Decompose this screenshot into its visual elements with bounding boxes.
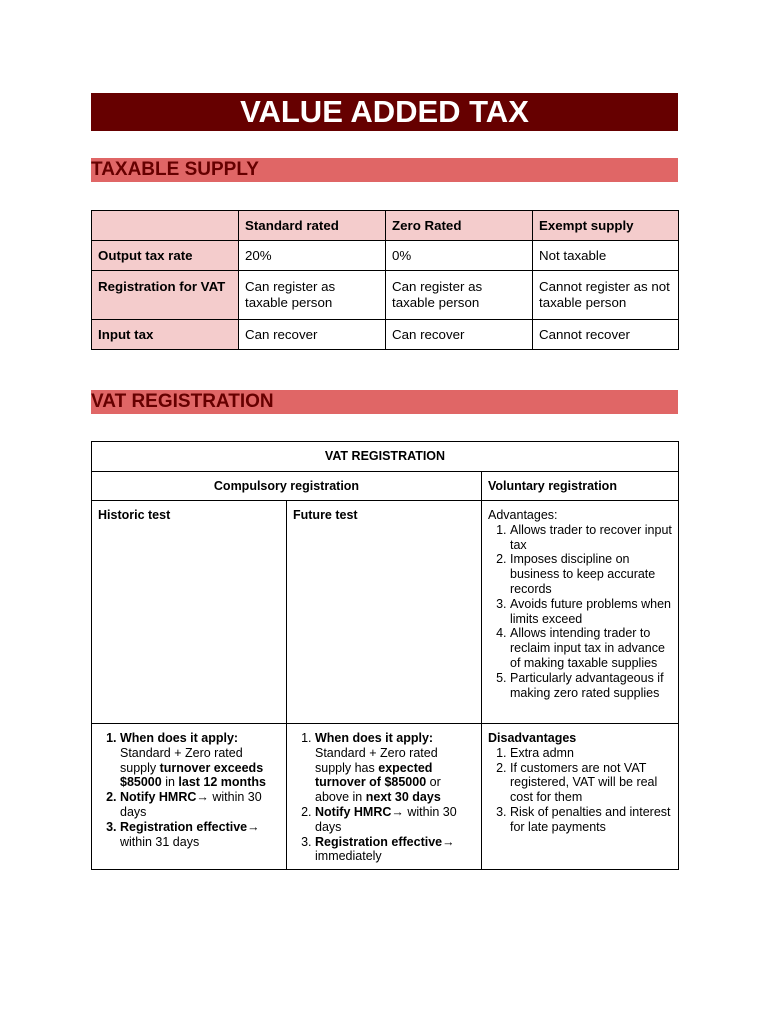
table-cell: Can register as taxable person xyxy=(386,271,533,320)
vat-registration-table xyxy=(91,441,679,870)
table-row xyxy=(92,241,679,271)
table-cell: Can register as taxable person xyxy=(239,271,386,320)
historic-list xyxy=(98,731,280,849)
taxable-supply-table xyxy=(91,210,679,350)
list-item: 1. When does it apply: Standard + Zero rated supply turnover exceeds $85000 in last 12 months xyxy=(120,731,280,790)
section-heading-taxable-supply: TAXABLE SUPPLY xyxy=(91,158,678,182)
advantages-label: Advantages: xyxy=(488,508,558,522)
disadvantages-label: Disadvantages xyxy=(488,731,577,745)
compulsory-heading: Compulsory registration xyxy=(92,472,482,501)
header-cell: Zero Rated xyxy=(386,211,533,241)
list-item: 1. Extra admn xyxy=(510,746,672,761)
list-item: 1. When does it apply: Standard + Zero rated supply has expected turnover of $85000 or above in next 30 days xyxy=(315,731,475,805)
advantages-list xyxy=(488,523,672,701)
voluntary-heading: Voluntary registration xyxy=(482,472,679,501)
list-item: 2. Notify HMRC→ within 30 days xyxy=(120,790,280,820)
list-item: 3. Risk of penalties and interest for late payments xyxy=(510,805,672,835)
section-heading-vat-registration: VAT REGISTRATION xyxy=(91,390,678,414)
row-label: Registration for VAT xyxy=(92,271,239,320)
header-cell xyxy=(92,211,239,241)
table-row xyxy=(92,271,679,320)
row-label: Output tax rate xyxy=(92,241,239,271)
header-cell: Exempt supply xyxy=(533,211,679,241)
table-row xyxy=(92,320,679,350)
disadvantages-cell xyxy=(482,724,679,870)
table-cell: Can recover xyxy=(386,320,533,350)
future-test-heading: Future test xyxy=(287,501,482,724)
list-item: 2. Imposes discipline on business to keep accurate records xyxy=(510,552,672,596)
table-cell: Can recover xyxy=(239,320,386,350)
list-item: 5. Particularly advantageous if making zero rated supplies xyxy=(510,671,672,701)
header-cell: Standard rated xyxy=(239,211,386,241)
table-cell: 20% xyxy=(239,241,386,271)
table-cell: 0% xyxy=(386,241,533,271)
list-item: 2. If customers are not VAT registered, VAT will be real cost for them xyxy=(510,761,672,805)
disadvantages-list xyxy=(488,746,672,835)
page-title: VALUE ADDED TAX xyxy=(91,93,678,131)
list-item: 4. Allows intending trader to reclaim input tax in advance of making taxable supplies xyxy=(510,626,672,670)
list-item: 1. Allows trader to recover input tax xyxy=(510,523,672,553)
table-header-row xyxy=(92,211,679,241)
list-item: 2. Notify HMRC→ within 30 days xyxy=(315,805,475,835)
historic-test-heading: Historic test xyxy=(92,501,287,724)
table-cell: Cannot register as not taxable person xyxy=(533,271,679,320)
future-test-details xyxy=(287,724,482,870)
table-cell: Not taxable xyxy=(533,241,679,271)
historic-test-details xyxy=(92,724,287,870)
list-item: 3. Avoids future problems when limits exceed xyxy=(510,597,672,627)
list-item: 3. Registration effective→ immediately xyxy=(315,835,475,865)
table-cell: Cannot recover xyxy=(533,320,679,350)
future-list xyxy=(293,731,475,864)
row-label: Input tax xyxy=(92,320,239,350)
advantages-cell xyxy=(482,501,679,724)
table-title: VAT REGISTRATION xyxy=(92,442,679,472)
list-item: 3. Registration effective→ within 31 days xyxy=(120,820,280,850)
